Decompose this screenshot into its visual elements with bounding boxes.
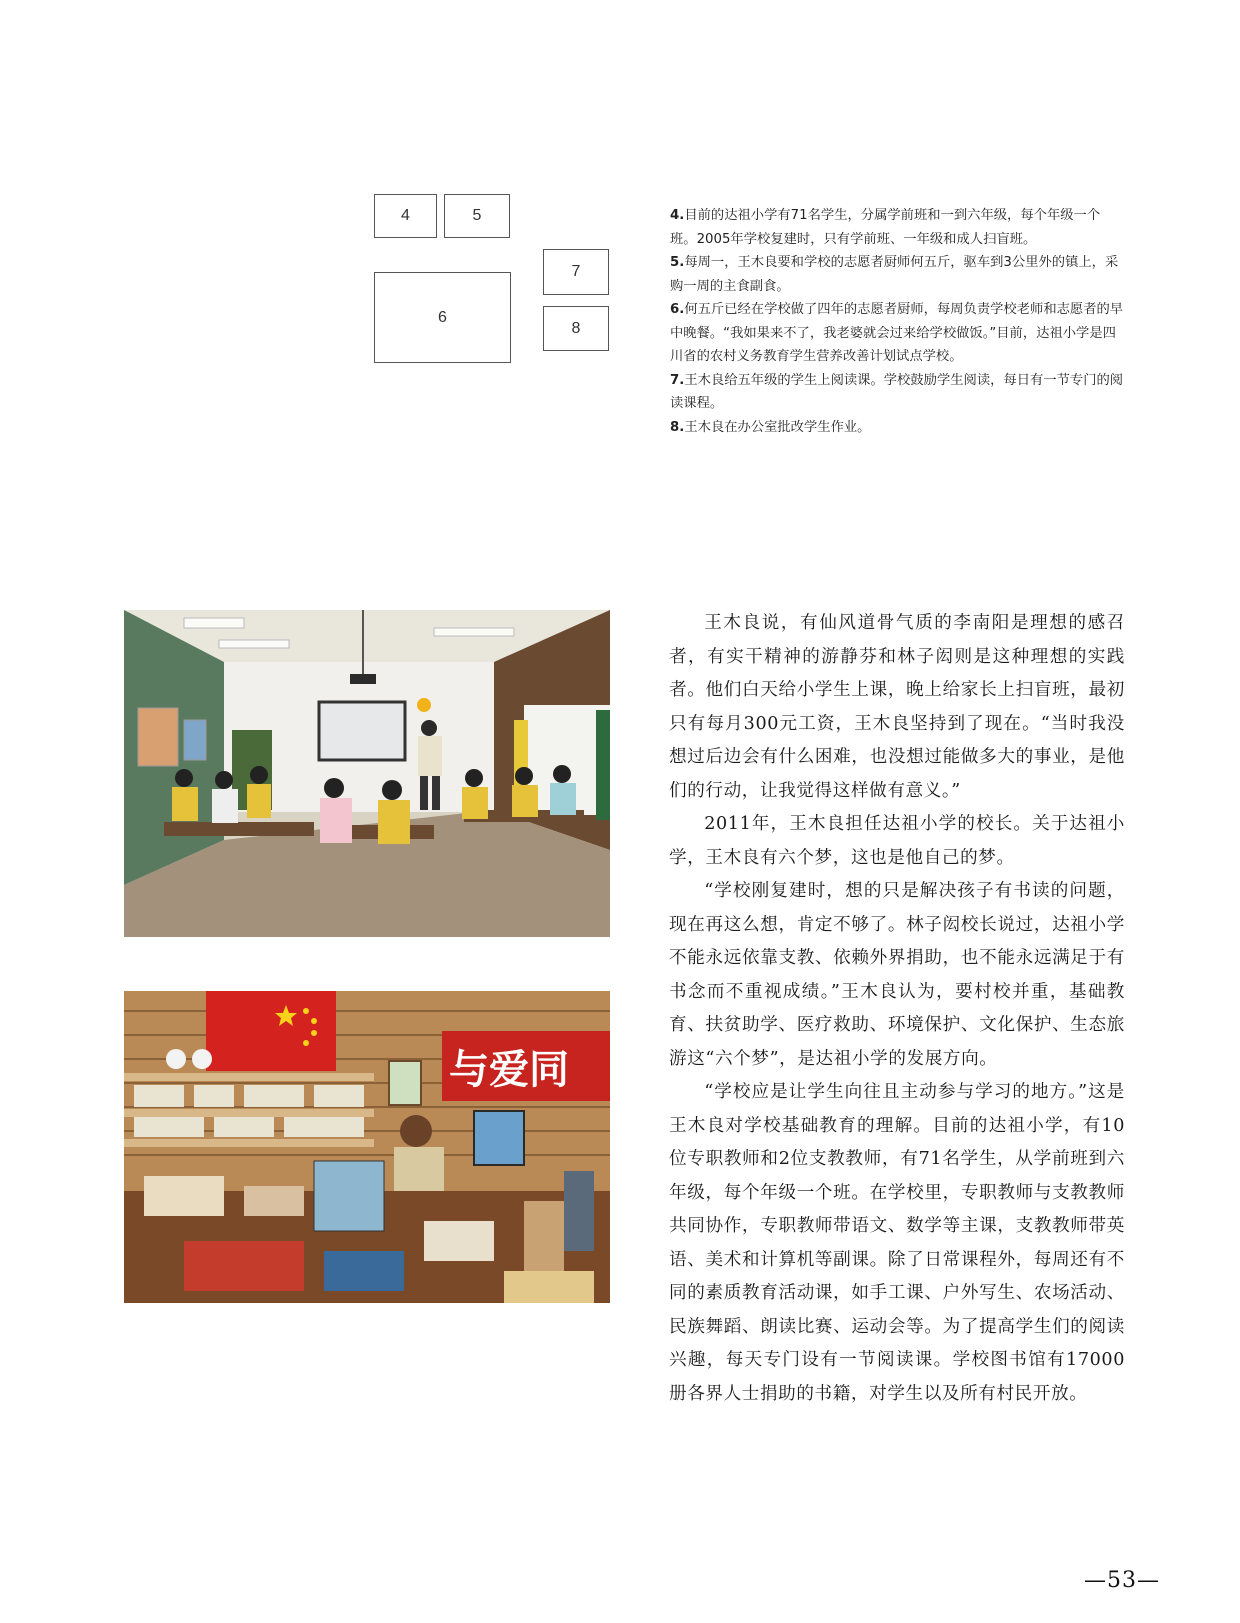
caption-item: 7.王木良给五年级的学生上阅读课。学校鼓励学生阅读，每日有一节专门的阅读课程。 [670,372,1124,411]
caption-item: 4.目前的达祖小学有71名学生，分属学前班和一到六年级，每个年级一个班。2005年学校复建时，只有学前班、一年级和成人扫盲班。 [670,208,1101,247]
classroom-illustration [124,610,610,937]
body-paragraph: “学校刚复建时，想的只是解决孩子有书读的问题，现在再这么想，肯定不够了。林子闳校长说过，达祖小学不能永远依靠支教、依赖外界捐助，也不能永远满足于有书念而不重视成绩。”王木良认为，要村校并重，基础教育、扶贫助学、医疗救助、环境保护、文化保护、生态旅游这“六个梦”，是达祖小学的发展方向。 [669,881,1125,1069]
caption-item: 8.王木良在办公室批改学生作业。 [670,419,871,435]
layout-key-box-4: 4 [374,194,437,238]
article-body [669,607,1125,1411]
layout-key-box-5: 5 [444,194,510,238]
classroom-photo [124,610,610,937]
page-number: —53— [1084,1568,1160,1593]
layout-key-box-8: 8 [543,306,609,351]
body-paragraph: 王木良说，有仙风道骨气质的李南阳是理想的感召者，有实干精神的游静芬和林子闳则是这种理想的实践者。他们白天给小学生上课，晚上给家长上扫盲班，最初只有每月300元工资，王木良坚持到了现在。“当时我没想过后边会有什么困难，也没想过能做多大的事业，是他们的行动，让我觉得这样做有意义。” [669,613,1125,801]
photo-captions [670,204,1126,439]
layout-key-box-6: 6 [374,272,511,363]
caption-item: 5.每周一，王木良要和学校的志愿者厨师何五斤，驱车到3公里外的镇上，采购一周的主食副食。 [670,255,1119,294]
office-illustration [124,991,610,1303]
caption-item: 6.何五斤已经在学校做了四年的志愿者厨师，每周负责学校老师和志愿者的早中晚餐。“我如果来不了，我老婆就会过来给学校做饭。”目前，达祖小学是四川省的农村义务教育学生营养改善计划试点学校。 [670,302,1124,364]
office-banner-text: 与爱同 [449,1047,569,1093]
body-paragraph: “学校应是让学生向往且主动参与学习的地方。”这是王木良对学校基础教育的理解。目前的达祖小学，有10位专职教师和2位支教教师，有71名学生，从学前班到六年级，每个年级一个班。在学校里，专职教师与支教教师共同协作，专职教师带语文、数学等主课，支教教师带英语、美术和计算机等副课。除了日常课程外，每周还有不同的素质教育活动课，如手工课、户外写生、农场活动、民族舞蹈、朗读比赛、运动会等。为了提高学生们的阅读兴趣，每天专门设有一节阅读课。学校图书馆有17000册各界人士捐助的书籍，对学生以及所有村民开放。 [669,1082,1125,1404]
office-photo [124,991,610,1303]
body-paragraph: 2011年，王木良担任达祖小学的校长。关于达祖小学，王木良有六个梦，这也是他自己的梦。 [669,814,1125,868]
layout-key-box-7: 7 [543,249,609,295]
